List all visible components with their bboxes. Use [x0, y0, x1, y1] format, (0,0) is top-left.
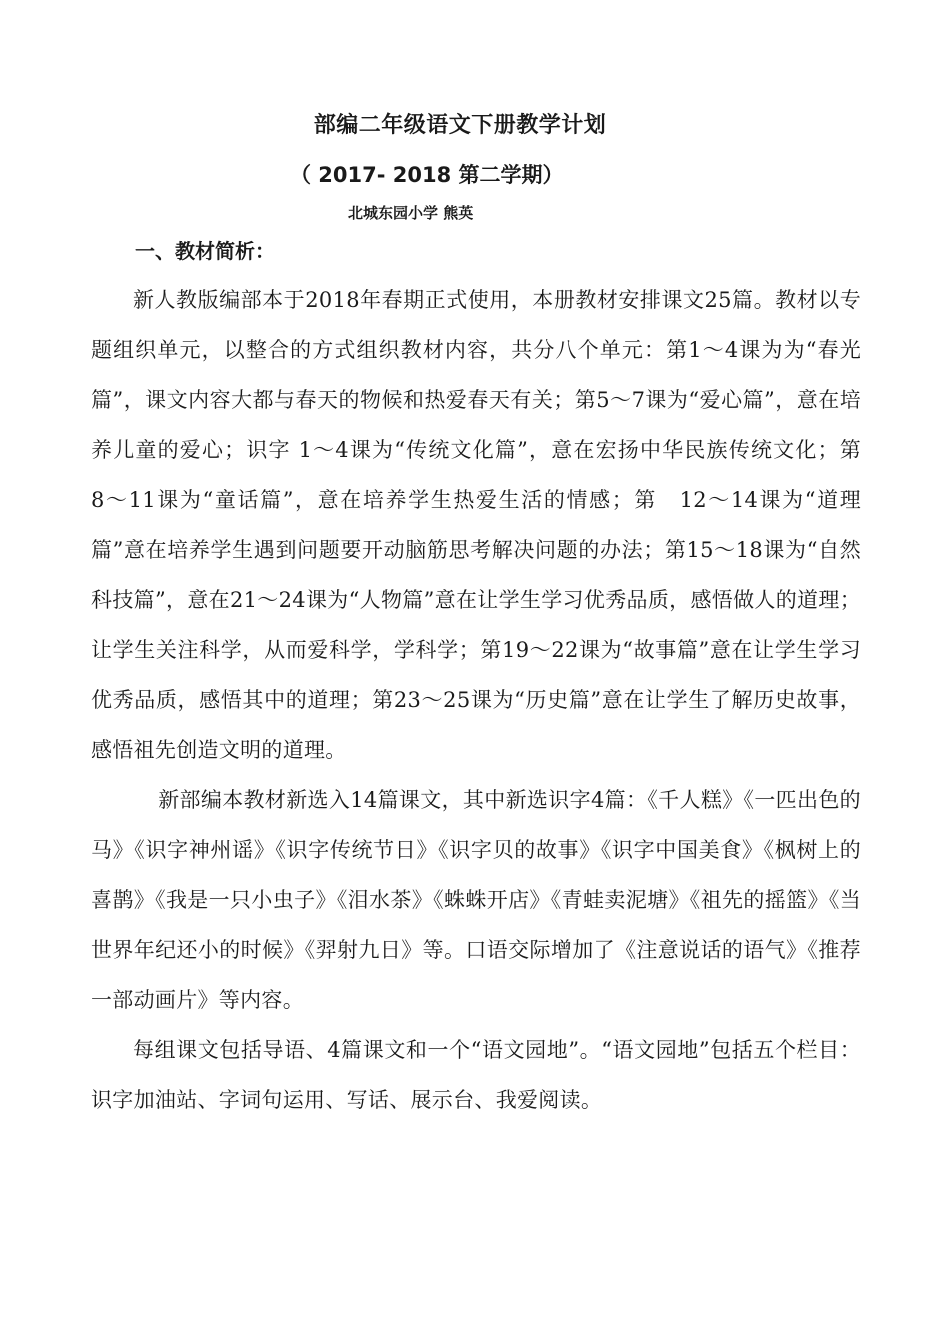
term-subtitle: （ 2017- 2018 第二学期） — [290, 163, 564, 187]
section-heading: 一、教材简析： — [135, 239, 275, 263]
paragraph-overview: 新人教版编部本于2018年春期正式使用，本册教材安排课文25篇。教材以专题组织单元，以整合的方式组织教材内容，共分八个单元：第1～4课为为“春光篇”，课文内容大都与春天的物候和热爱春天有关；第5～7课为“爱心篇”，意在培养儿童的爱心；识字 1～4课为“传统文化篇”，意在宏扬中华民族传统文化；第 8～11课为“童话篇”，意在培养学生热爱生活的情感；第 12～14课为“道理篇”意在培养学生遇到问题要开动脑筋思考解决问题的办法；第15～18课为“自然科技篇”，意在21～24课为“人物篇”意在让学生学习优秀品质，感悟做人的道理；让学生关注科学，从而爱科学，学科学；第19～22课为“故事篇”意在让学生学习优秀品质，感悟其中的道理；第23～25课为“历史篇”意在让学生了解历史故事，感悟祖先创造文明的道理。 — [91, 288, 883, 762]
document-title: 部编二年级语文下册教学计划 — [313, 113, 607, 138]
author-line: 北城东园小学 熊英 — [348, 204, 474, 222]
paragraph-new-lessons: 新部编本教材新选入14篇课文，其中新选识字4篇：《千人糕》《一匹出色的马》《识字神州谣》《识字传统节日》《识字贝的故事》《识字中国美食》《枫树上的喜鹊》《我是一只小虫子》《泪水茶》《蛛蛛开店》《青蛙卖泥塘》《祖先的摇篮》《当世界年纪还小的时候》《羿射九日》等。口语交际增加了《注意说话的语气》《推荐一部动画片》等内容。 — [91, 788, 861, 1012]
paragraph-structure: 每组课文包括导语、4篇课文和一个“语文园地”。“语文园地”包括五个栏目：识字加油站、字词句运用、写话、展示台、我爱阅读。 — [91, 1038, 861, 1112]
body-text — [91, 275, 883, 1125]
